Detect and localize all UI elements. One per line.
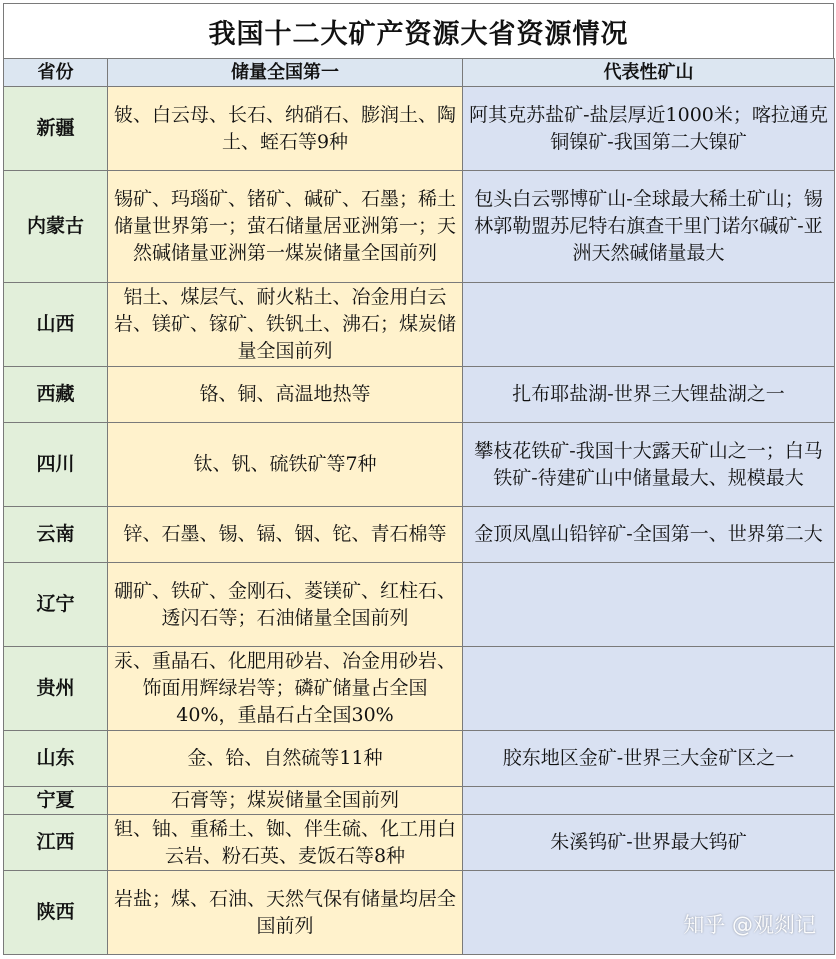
province-cell: 新疆 [4, 87, 108, 171]
mine-cell [463, 283, 835, 367]
table-row [4, 787, 835, 815]
province-cell: 陕西 [4, 871, 108, 955]
table-row [4, 283, 835, 367]
province-cell: 辽宁 [4, 563, 108, 647]
table-row [4, 367, 835, 423]
table-row [4, 731, 835, 787]
watermark-text: 知乎 @观剡记 [683, 913, 816, 937]
mine-cell: 攀枝花铁矿-我国十大露天矿山之一；白马铁矿-待建矿山中储量最大、规模最大 [463, 423, 835, 507]
mine-cell [463, 787, 835, 815]
province-cell: 山东 [4, 731, 108, 787]
table-row [4, 815, 835, 871]
table-row [4, 171, 835, 283]
resource-table [3, 58, 835, 955]
reserve-cell: 石膏等；煤炭储量全国前列 [108, 787, 463, 815]
reserve-cell: 锡矿、玛瑙矿、锗矿、碱矿、石墨；稀土储量世界第一；萤石储量居亚洲第一；天然碱储量亚洲第一煤炭储量全国前列 [108, 171, 463, 283]
mine-cell: 扎布耶盐湖-世界三大锂盐湖之一 [463, 367, 835, 423]
table-row [4, 423, 835, 507]
mine-cell: 胶东地区金矿-世界三大金矿区之一 [463, 731, 835, 787]
province-cell: 四川 [4, 423, 108, 507]
province-cell: 西藏 [4, 367, 108, 423]
province-cell: 山西 [4, 283, 108, 367]
header-province: 省份 [4, 59, 108, 87]
mine-cell [463, 647, 835, 731]
table-row [4, 563, 835, 647]
sheet-title: 我国十二大矿产资源大省资源情况 [3, 3, 834, 58]
header-reserve: 储量全国第一 [108, 59, 463, 87]
table-row [4, 647, 835, 731]
mine-cell: 朱溪钨矿-世界最大钨矿 [463, 815, 835, 871]
reserve-cell: 锌、石墨、锡、镉、铟、铊、青石棉等 [108, 507, 463, 563]
province-cell: 贵州 [4, 647, 108, 731]
reserve-cell: 铬、铜、高温地热等 [108, 367, 463, 423]
reserve-cell: 铝土、煤层气、耐火粘土、冶金用白云岩、镁矿、镓矿、铁钒土、沸石；煤炭储量全国前列 [108, 283, 463, 367]
header-row [4, 59, 835, 87]
province-cell: 宁夏 [4, 787, 108, 815]
header-mine: 代表性矿山 [463, 59, 835, 87]
reserve-cell: 汞、重晶石、化肥用砂岩、冶金用砂岩、饰面用辉绿岩等；磷矿储量占全国40%，重晶石占全国30% [108, 647, 463, 731]
reserve-cell: 岩盐；煤、石油、天然气保有储量均居全国前列 [108, 871, 463, 955]
reserve-cell: 钛、钒、硫铁矿等7种 [108, 423, 463, 507]
resource-sheet [3, 3, 834, 955]
province-cell: 江西 [4, 815, 108, 871]
reserve-cell: 金、铪、自然硫等11种 [108, 731, 463, 787]
province-cell: 内蒙古 [4, 171, 108, 283]
mine-cell [463, 563, 835, 647]
table-row [4, 87, 835, 171]
table-row [4, 507, 835, 563]
reserve-cell: 钽、铀、重稀土、铷、伴生硫、化工用白云岩、粉石英、麦饭石等8种 [108, 815, 463, 871]
reserve-cell: 硼矿、铁矿、金刚石、菱镁矿、红柱石、透闪石等；石油储量全国前列 [108, 563, 463, 647]
reserve-cell: 铍、白云母、长石、纳硝石、膨润土、陶土、蛭石等9种 [108, 87, 463, 171]
province-cell: 云南 [4, 507, 108, 563]
mine-cell: 金顶凤凰山铅锌矿-全国第一、世界第二大 [463, 507, 835, 563]
mine-cell: 阿其克苏盐矿-盐层厚近1000米；喀拉通克铜镍矿-我国第二大镍矿 [463, 87, 835, 171]
mine-cell: 包头白云鄂博矿山-全球最大稀土矿山；锡林郭勒盟苏尼特右旗查干里门诺尔碱矿-亚洲天然碱储量最大 [463, 171, 835, 283]
